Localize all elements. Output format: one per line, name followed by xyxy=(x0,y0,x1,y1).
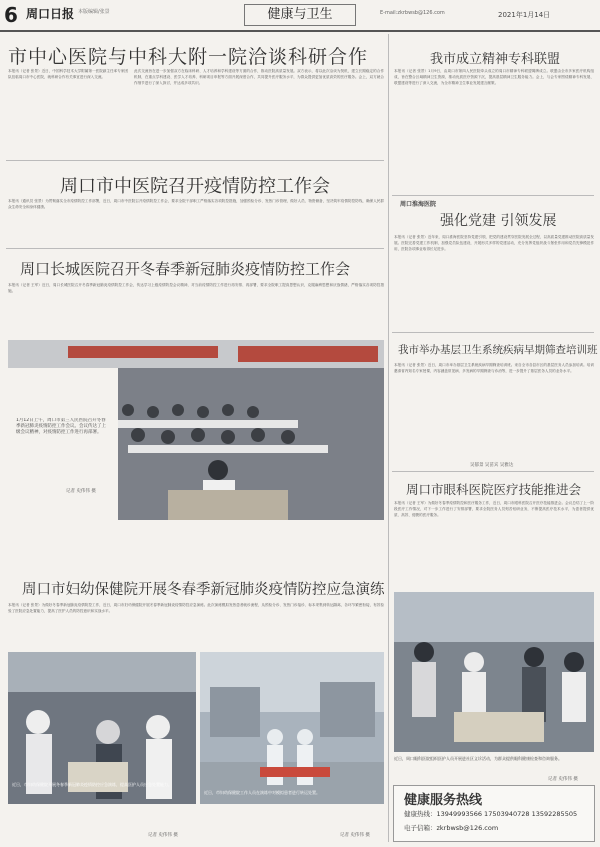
a7-headline: 我市举办基层卫生系统疾病早期筛查培训班 xyxy=(398,344,598,356)
section-rule xyxy=(6,248,384,249)
section-title: 健康与卫生 xyxy=(244,4,356,26)
edit-info: 本版编辑/张景 xyxy=(78,9,110,15)
a6-kicker: 周口淮海医院 xyxy=(400,201,437,208)
hotline-email: 电子信箱：zkrbwsb@126.com xyxy=(404,824,499,832)
transfer-photo xyxy=(200,652,384,804)
page-number: 6 xyxy=(4,3,18,27)
a4-body: 本报讯（记者 张景）为做好冬春季新冠肺炎疫情防控工作，近日，周口市妇幼保健院开展冬春季新冠肺炎疫情防控应急演练。此次演练模拟发热患者就诊流程，从预检分诊、发热门诊接诊、标本采集到转运隔离，各环节紧密衔接，有效检验了医院应急处置能力，提高了医护人员的防控意识和实战水平。 xyxy=(8,603,384,613)
a8-body: 本报讯（记者 王军）为做好冬春季疫情防控和医疗服务工作，近日，周口市眼科医院召开医疗技能推进会。会议总结了上一阶段医疗工作情况，对下一步工作进行了安排部署，要求全院医务人员刻苦钻研业务，不断提高医疗技术水平，为患者提供优质、高效、便捷的医疗服务。 xyxy=(394,501,594,517)
meeting-photo xyxy=(8,340,384,520)
a1-body: 此次交流旨在进一步加强双方在临床科研、人才培养和学科建设等方面的合作，推动医院高质量发展。双方表示，将以此次洽谈为契机，建立长期稳定的合作机制，在重点学科建设、医学人才培养、科研项目申报等方面开展深度合作，共同提升医疗服务水平，为群众提供更加优质高效的医疗服务。会上，双方就合作细节进行了深入探讨，并达成多项共识。 xyxy=(134,69,384,85)
header-contact: E-mail:zkrbwsb@126.com xyxy=(380,10,445,16)
a2-body: 本报讯（通讯员 张景）为贯彻落实全市疫情防控工作部署，近日，周口市中医院召开疫情防控工作会，要求全院干部职工严格落实各项防控措施，加强预检分诊、发热门诊管理，做好人员、物资储备，坚决筑牢疫情防控防线，确保人民群众生命安全和身体健康。 xyxy=(8,199,384,209)
a3-headline: 周口长城医院召开冬春季新冠肺炎疫情防控工作会 xyxy=(20,260,351,278)
photo4-credit: 记者 史伟伟 摄 xyxy=(548,777,578,782)
a5-headline: 我市成立精神专科联盟 xyxy=(430,52,561,67)
a2-headline: 周口市中医院召开疫情防控工作会 xyxy=(60,176,330,197)
a6-headline: 强化党建 引领发展 xyxy=(440,213,557,229)
photo4-caption: 近日，周口眼科医院组织医护人员开展进社区义诊活动，为群众提供眼科健康检查和咨询服务。 xyxy=(394,756,562,761)
a1-headline: 市中心医院与中科大附一院洽谈科研合作 xyxy=(8,46,369,68)
photo1-credit: 记者 史伟伟 摄 xyxy=(66,489,96,494)
a4-headline: 周口市妇幼保健院开展冬春季新冠肺炎疫情防控应急演练 xyxy=(22,582,385,598)
photo3-credit: 记者 史伟伟 摄 xyxy=(340,833,370,838)
section-rule xyxy=(392,195,594,196)
clinic-photo-illustration xyxy=(394,592,594,752)
a3-body: 本报讯（记者 王军）近日，周口长城医院召开冬春季新冠肺炎疫情防控工作会，传达学习上级疫情防控会议精神，对当前疫情防控工作进行再安排、再部署，要求全院职工提高思想认识，克服麻痹思想和厌战情绪，严格落实各项防控措施。 xyxy=(8,283,384,293)
photo1-caption: 1月12日上午，周口市第三人民医院召开冬春季新冠肺炎疫情防控工作会议。会议传达了上级会议精神，对疫情防控工作进行再部署。 xyxy=(16,418,106,435)
issue-date: 2021年1月14日 xyxy=(498,11,551,19)
a1-lead: 本报讯（记者 张景）近日，中国科学技术大学附属第一医院副主任率专家团队莅临周口市中心医院，就科研合作有关事宜进行深入交流。 xyxy=(8,69,128,79)
page-header xyxy=(0,0,600,31)
section-rule xyxy=(392,332,594,333)
photo2-credit: 记者 史伟伟 摄 xyxy=(148,833,178,838)
a8-headline: 周口市眼科医院医疗技能推进会 xyxy=(406,482,582,497)
header-rule xyxy=(0,30,600,32)
paper-name: 周口日报 xyxy=(26,7,75,21)
section-rule xyxy=(6,160,384,161)
health-hotline-box xyxy=(393,785,595,842)
drill-photo xyxy=(8,652,196,804)
clinic-photo xyxy=(394,592,594,752)
transfer-photo-illustration xyxy=(200,652,384,804)
hotline-title: 健康服务热线 xyxy=(404,793,483,808)
a5-body: 本报讯（记者 张景）1月9日，由周口市第四人民医院牵头成立的周口市精神专科联盟揭牌成立。联盟由全市多家医疗机构组成，旨在整合区域精神卫生资源，推动优质医疗资源下沉，提高基层精神卫生服务能力。会上，与会专家围绕精神专科发展、联盟建设等进行了深入交流，为全市精神卫生事业发展建言献策。 xyxy=(394,69,594,85)
a6-body: 本报讯（记者 张景）近年来，周口淮海医院坚持党建引领，把党的建设贯穿医院发展全过程，以高质量党建推动医院高质量发展。医院完善党建工作机制，加强党员队伍建设，开展形式多样的党建活动，充分发挥党组织战斗堡垒作用和党员先锋模范作用，医院各项事业取得长足进步。 xyxy=(394,235,594,251)
hotline-phone: 健康热线：13949993566 17503940728 13592285505 xyxy=(404,810,578,818)
section-rule xyxy=(392,471,594,472)
photo2-caption: 近日，市妇幼保健院开展冬春季新冠肺炎疫情防控应急演练，提高医护人员应急处置能力。 xyxy=(12,782,172,787)
a7-body: 本报讯（记者 张景）近日，周口市举办基层卫生系统疾病早期筛查培训班。来自全市各县市区的基层医务人员参加培训。培训邀请省内知名专家授课，内容涵盖常见病、多发病的早期筛查与诊治等，进一步提升了基层医务人员的业务水平。 xyxy=(394,363,594,373)
column-divider xyxy=(388,34,389,842)
a7-byline: 吴郁景 吴苗宾 吴雅达 xyxy=(470,463,514,468)
photo3-caption: 近日，市妇幼保健院工作人员在演练中对模拟患者进行转运处置。 xyxy=(204,790,320,795)
